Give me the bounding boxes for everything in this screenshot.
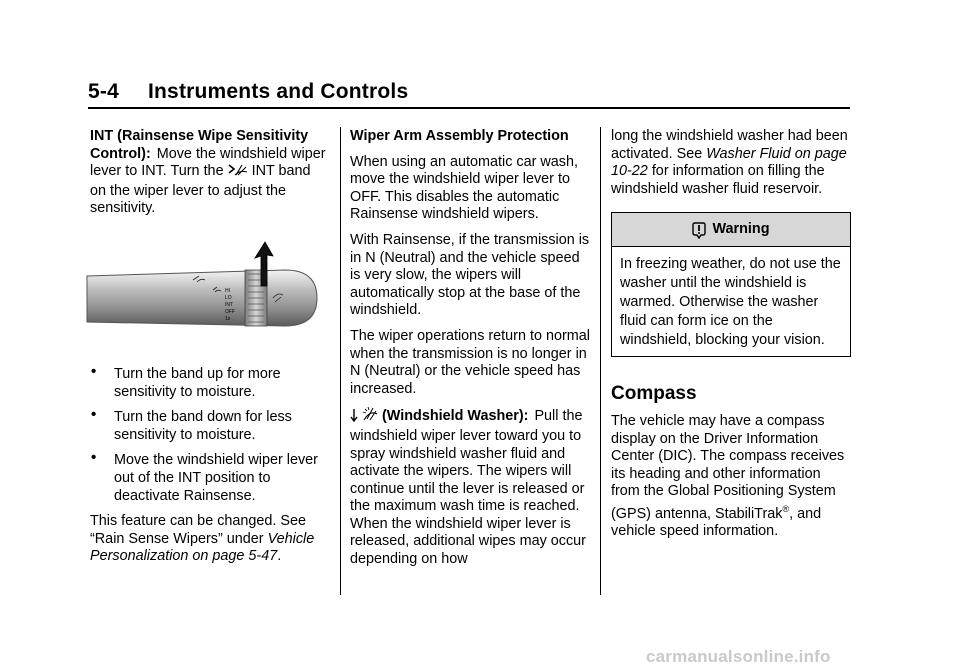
header-rule xyxy=(88,107,850,109)
lever-label-1x: 1x xyxy=(225,315,231,322)
int-paragraph xyxy=(90,128,330,218)
washer-text: Pull the windshield wiper lever toward you to spray windshield washer fluid and activate the wipers. The wipers will continue until the lever is released or the maximum wash time is reached. When the windshield wiper lever is released, additional wipes may occur depending on how xyxy=(350,408,586,568)
pull-arrow-icon xyxy=(350,408,358,428)
washer-paragraph xyxy=(350,406,590,568)
protect-paragraph-3: The wiper operations return to normal when the transmission is no longer in N (Neutral) or the vehicle speed has increased. xyxy=(350,327,590,397)
page-header xyxy=(88,80,850,104)
int-heading: INT (Rainsense Wipe Sensitivity Control): xyxy=(90,128,309,162)
protect-heading: Wiper Arm Assembly Protection xyxy=(350,128,569,144)
column-3 xyxy=(611,128,851,549)
column-divider-1 xyxy=(340,127,341,595)
washer-icon xyxy=(362,406,378,428)
washer-fluid-link[interactable]: Washer Fluid on page 10-22 xyxy=(611,145,847,180)
registered-mark: ® xyxy=(782,503,790,514)
column-1 xyxy=(90,128,330,574)
wiper-lever-illustration xyxy=(85,240,323,344)
warning-header xyxy=(612,213,850,247)
lever-label-int: INT xyxy=(225,301,234,308)
vehicle-personalization-link[interactable]: Vehicle Personalization on page 5-47 xyxy=(90,530,315,565)
column-2 xyxy=(350,128,590,577)
warning-text: In freezing weather, do not use the washer until the windshield is warmed. Otherwise the washer fluid can form ice on the windshield, blocking your vision. xyxy=(620,256,841,349)
page-number: 5-4 xyxy=(88,80,119,103)
section-title: Instruments and Controls xyxy=(148,80,409,103)
lever-label-hi: HI xyxy=(225,287,230,294)
int-text-1: Move the windshield wiper lever to INT. Turn the xyxy=(90,145,326,180)
change-paragraph: This feature can be changed. See “Rain Sense Wipers” under Vehicle Personalization on page 5-47. xyxy=(90,513,315,565)
list-item: • Move the windshield wiper lever out of the INT position to deactivate Rainsense. xyxy=(91,449,318,504)
sensitivity-bullets xyxy=(90,362,330,505)
protect-paragraph-2: With Rainsense, if the transmission is in N (Neutral) and the vehicle speed is very slow, the wipers will automatically stop at the base of the windshield. xyxy=(350,231,590,319)
watermark: carmanualsonline.info xyxy=(646,647,831,666)
warning-title: Warning xyxy=(712,221,770,238)
column-divider-2 xyxy=(600,127,601,595)
compass-paragraph: The vehicle may have a compass display on the Driver Information Center (DIC). The compass receives its heading and other information from the Global Positioning System (GPS) antenna, StabiliTrak®, and vehicle speed information. xyxy=(611,412,845,540)
page-title xyxy=(88,80,850,104)
lever-label-lo: LO xyxy=(225,294,232,301)
list-item: • Turn the band up for more sensitivity to moisture. xyxy=(91,362,281,400)
protect-paragraph-1: When using an automatic car wash, move the windshield wiper lever to OFF. This disables the automatic Rainsense windshield wipers. xyxy=(350,153,578,223)
intermittent-wiper-icon xyxy=(228,163,248,183)
washer-heading: (Windshield Washer): xyxy=(382,408,529,425)
compass-title: Compass xyxy=(611,383,697,405)
continued-paragraph: long the windshield washer had been activated. See Washer Fluid on page 10-22 for information on filling the windshield washer fluid reservoir. xyxy=(611,128,848,197)
list-item: • Turn the band down for less sensitivity to moisture. xyxy=(91,406,292,443)
warning-icon xyxy=(692,221,706,239)
lever-label-off: OFF xyxy=(225,308,235,315)
int-text-2: INT band on the wiper lever to adjust the sensitivity. xyxy=(90,163,311,217)
warning-box xyxy=(611,212,851,357)
